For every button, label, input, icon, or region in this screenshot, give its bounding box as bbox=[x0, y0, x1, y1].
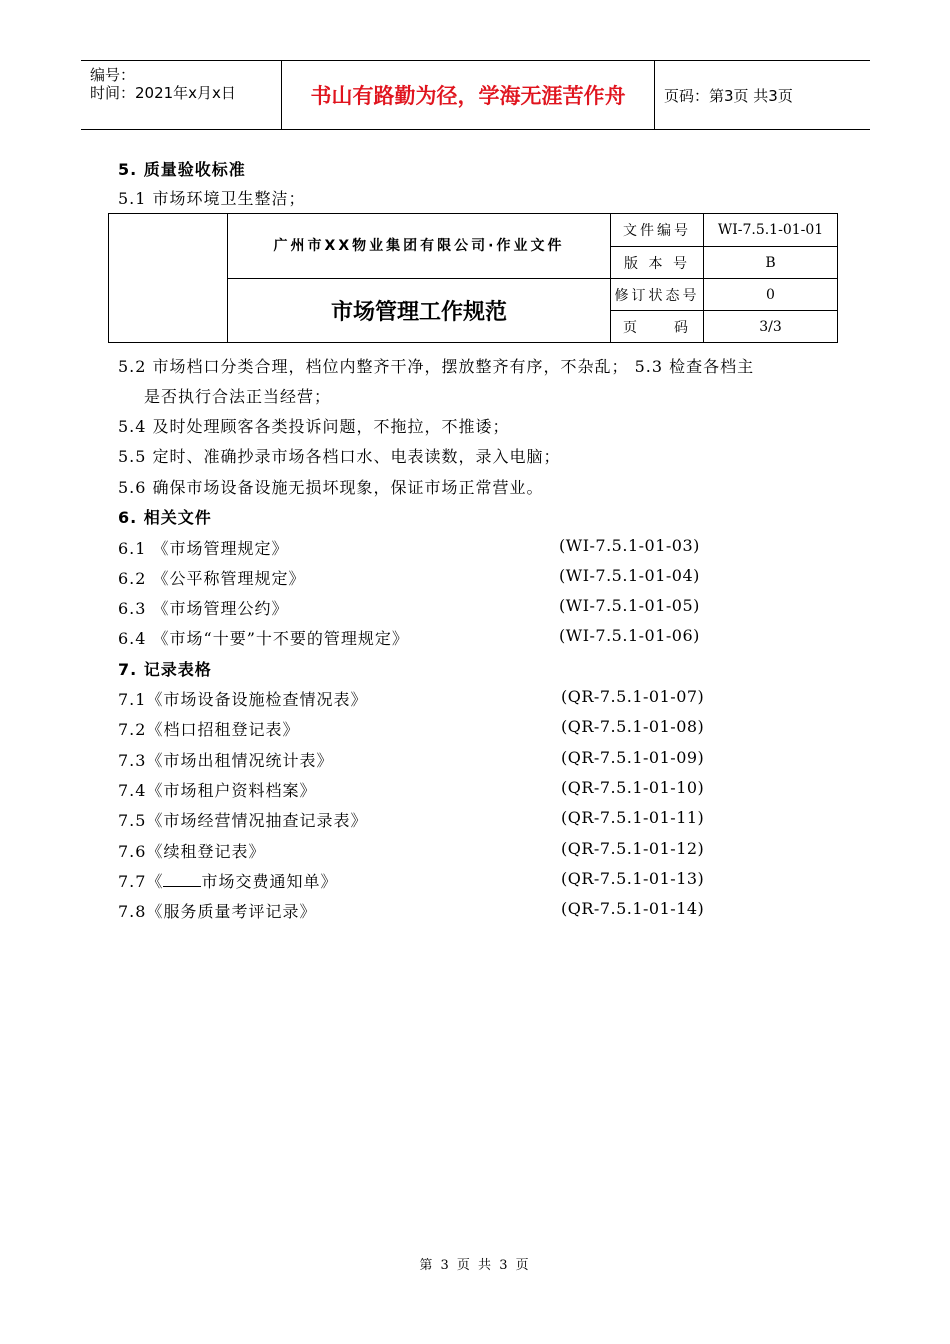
page-label: 页 码 bbox=[611, 311, 704, 343]
section-5-item-2-continued: 是否执行合法正当经营； bbox=[144, 387, 332, 406]
header-slogan: 书山有路勤为径，学海无涯苦作舟 bbox=[282, 61, 655, 129]
section-5-item-4: 5.4 及时处理顾客各类投诉问题，不拖拉，不推诿； bbox=[118, 417, 510, 436]
section-6-heading: 6. 相关文件 bbox=[118, 508, 212, 527]
list-item bbox=[118, 869, 337, 892]
list-item: 7.6《续租登记表》 bbox=[118, 842, 266, 861]
version-label: 版 本 号 bbox=[611, 247, 704, 279]
header-meta-cell bbox=[81, 61, 282, 129]
file-number-value: WI-7.5.1-01-01 bbox=[704, 214, 838, 247]
record-code: (QR-7.5.1-01-11) bbox=[561, 808, 705, 827]
revision-value: 0 bbox=[704, 279, 838, 311]
header-page-info: 页码：第3页 共3页 bbox=[664, 86, 793, 105]
page-header bbox=[81, 60, 870, 130]
company-name: 广州市XX物业集团有限公司·作业文件 bbox=[228, 214, 611, 279]
file-code: (WI-7.5.1-01-05) bbox=[559, 596, 700, 615]
section-5-item-5: 5.5 定时、准确抄录市场各档口水、电表读数，录入电脑； bbox=[118, 447, 561, 466]
section-5-item-6: 5.6 确保市场设备设施无损坏现象，保证市场正常营业。 bbox=[118, 478, 544, 497]
version-value: B bbox=[704, 247, 838, 279]
revision-label: 修订状态号 bbox=[611, 279, 704, 311]
file-code: (WI-7.5.1-01-06) bbox=[559, 626, 700, 645]
file-code: (WI-7.5.1-01-03) bbox=[559, 536, 700, 555]
list-item: 7.5《市场经营情况抽查记录表》 bbox=[118, 811, 368, 830]
list-item: 7.1《市场设备设施检查情况表》 bbox=[118, 690, 368, 709]
logo-cell bbox=[109, 214, 228, 343]
file-number-label: 文件编号 bbox=[611, 214, 704, 247]
list-item: 7.2《档口招租登记表》 bbox=[118, 720, 300, 739]
page-footer: 第 3 页 共 3 页 bbox=[419, 1258, 531, 1273]
page-value: 3/3 bbox=[704, 311, 838, 343]
document-number-label: 编号： bbox=[90, 66, 136, 84]
section-7-heading: 7. 记录表格 bbox=[118, 660, 212, 679]
list-item: 7.3《市场出租情况统计表》 bbox=[118, 751, 334, 770]
section-5-item-2: 5.2 市场档口分类合理，档位内整齐干净，摆放整齐有序，不杂乱； 5.3 检查各档主 bbox=[118, 357, 755, 376]
date-label: 时间：2021年x月x日 bbox=[90, 84, 236, 102]
list-item: 6.3 《市场管理公约》 bbox=[118, 599, 289, 618]
list-item: 6.1 《市场管理规定》 bbox=[118, 539, 289, 558]
list-item: 6.4 《市场“十要”十不要的管理规定》 bbox=[118, 629, 409, 648]
document-info-table bbox=[108, 213, 838, 343]
list-item: 7.4《市场租户资料档案》 bbox=[118, 781, 317, 800]
list-item: 7.8《服务质量考评记录》 bbox=[118, 902, 317, 921]
record-code: (QR-7.5.1-01-08) bbox=[561, 717, 705, 736]
record-code: (QR-7.5.1-01-13) bbox=[561, 869, 705, 888]
item-suffix: 市场交费通知单》 bbox=[201, 872, 338, 891]
record-code: (QR-7.5.1-01-12) bbox=[561, 839, 705, 858]
record-code: (QR-7.5.1-01-07) bbox=[561, 687, 705, 706]
section-5-heading: 5. 质量验收标准 bbox=[118, 160, 246, 179]
item-prefix: 7.7《 bbox=[118, 872, 164, 891]
document-title: 市场管理工作规范 bbox=[228, 279, 611, 343]
fill-in-blank bbox=[163, 872, 201, 887]
list-item: 6.2 《公平称管理规定》 bbox=[118, 569, 306, 588]
section-5-item-1: 5.1 市场环境卫生整洁； bbox=[118, 189, 306, 208]
record-code: (QR-7.5.1-01-09) bbox=[561, 748, 705, 767]
record-code: (QR-7.5.1-01-14) bbox=[561, 899, 705, 918]
file-code: (WI-7.5.1-01-04) bbox=[559, 566, 700, 585]
record-code: (QR-7.5.1-01-10) bbox=[561, 778, 705, 797]
